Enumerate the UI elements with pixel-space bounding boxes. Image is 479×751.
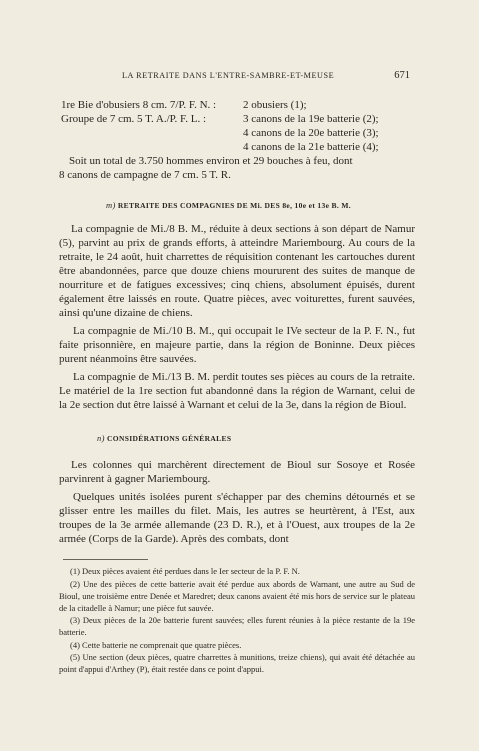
artillery-row	[59, 98, 415, 112]
artillery-unit: 1re Bie d'obusiers 8 cm. 7/P. F. N. :	[61, 99, 217, 111]
footnote-divider	[63, 559, 148, 560]
section-title: CONSIDÉRATIONS GÉNÉRALES	[107, 434, 232, 443]
section-heading-m	[106, 200, 462, 210]
artillery-guns: 4 canons de la 20e batterie (3);	[243, 127, 379, 139]
artillery-list	[59, 98, 415, 182]
footnote: (1) Deux pièces avaient été perdues dans le Ier secteur de la P. F. N.	[70, 566, 300, 576]
paragraph: La compagnie de Mi./13 B. M. perdit toutes ses pièces au cours de la retraite. Le matériel de la 1re section fut abandonné dans la région de Warnant, celui de la 2e section dut être laissé à Warnant et celui de la 3e, dans la région de Bioul.	[59, 371, 415, 411]
page-header	[0, 71, 479, 85]
artillery-row	[59, 126, 415, 140]
page-number: 671	[394, 70, 410, 81]
paragraph: La compagnie de Mi./10 B. M., qui occupait le IVe secteur de la P. F. N., fut faite prisonnière, en majeure partie, dans la région de Boninne. Deux pièces purent néanmoins être sauvées.	[59, 325, 415, 365]
section-m-body	[59, 222, 415, 416]
section-n-body	[59, 458, 415, 550]
artillery-unit: Groupe de 7 cm. 5 T. A./P. F. L. :	[61, 113, 207, 125]
section-title: RETRAITE DES COMPAGNIES DE Mi. DES 8e, 10e et 13e B. M.	[117, 201, 351, 210]
section-letter: m)	[106, 200, 116, 210]
running-title: LA RETRAITE DANS L'ENTRE-SAMBRE-ET-MEUSE	[122, 71, 335, 80]
footnote: (3) Deux pièces de la 20e batterie furent sauvées; elles furent réunies à la pièce restante de la 19e batterie.	[59, 615, 415, 637]
artillery-guns: 3 canons de la 19e batterie (2);	[243, 113, 379, 125]
paragraph: Quelques unités isolées purent s'échapper par des chemins détournés et se glisser entre les mailles du filet. Mais, les autres se heurtèrent, à l'Est, aux troupes de la 3e armée allemande (23 D. R.), et à l'Ouest, aux troupes de la 2e armée (Corps de la Garde). Après des combats, dont	[59, 491, 415, 545]
total-line-continued: 8 canons de campagne de 7 cm. 5 T. R.	[59, 169, 231, 181]
paragraph: La compagnie de Mi./8 B. M., réduite à deux sections à son départ de Namur (5), parvint au prix de grands efforts, à atteindre Mariembourg. Au cours de la retraite, le 24 août, huit charrettes de réquisition contenant les cartouches durent être abandonnées, parce que douze chiens moururent des suites de manque de nourriture et de fatigues excessives; cinq chiens, absolument épuisés, durent également être laissés en route. Quatre pièces, avec voiturettes, furent sauvées, ainsi qu'une dizaine de chiens.	[59, 223, 415, 319]
footnote: (4) Cette batterie ne comprenait que quatre pièces.	[70, 639, 242, 650]
artillery-guns: 4 canons de la 21e batterie (4);	[243, 141, 379, 153]
total-line: Soit un total de 3.750 hommes environ et 29 bouches à feu, dont	[69, 155, 353, 167]
section-letter: n)	[97, 433, 105, 443]
footnote: (5) Une section (deux pièces, quatre charrettes à munitions, treize chiens), qui avait été détachée au point d'appui d'Arthey (P), était restée dans ce point d'appui.	[59, 652, 415, 674]
section-heading-n	[97, 433, 453, 443]
artillery-row	[59, 112, 415, 126]
paragraph: Les colonnes qui marchèrent directement de Bioul sur Sosoye et Rosée parvinrent à gagner Mariembourg.	[59, 459, 415, 485]
artillery-row	[59, 140, 415, 154]
footnotes	[59, 565, 415, 676]
footnote: (2) Une des pièces de cette batterie avait été perdue aux abords de Warnant, une autre au Sud de Bioul, une troisième entre Denée et Maredret; deux canons avaient été mis hors de service sur le plateau de la citadelle à Namur; une pièce fut sauvée.	[59, 578, 415, 613]
artillery-guns: 2 obusiers (1);	[243, 99, 307, 111]
